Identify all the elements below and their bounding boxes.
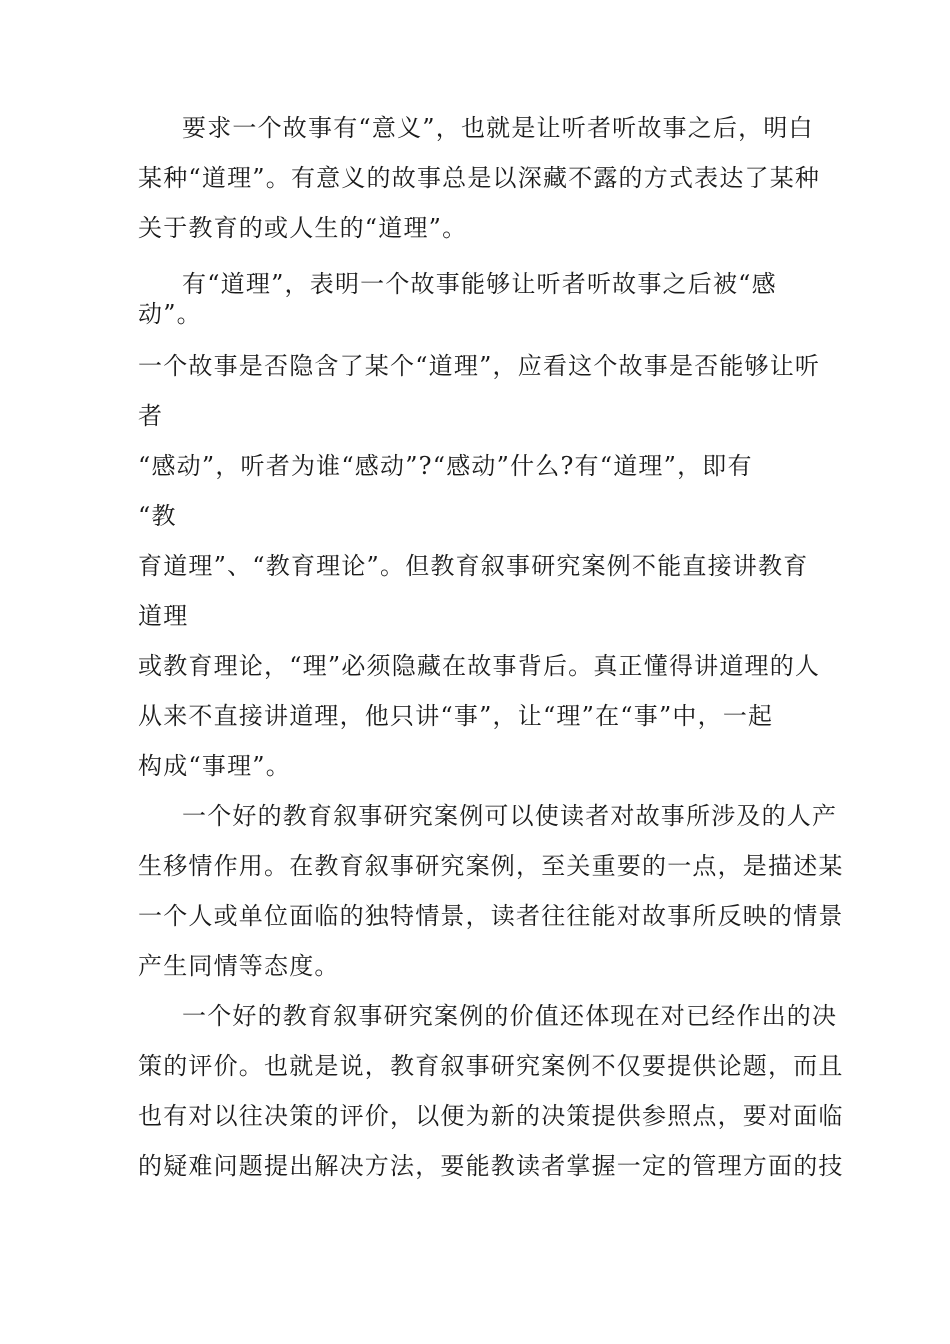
text-line: 育道理”、“教育理论”。但教育叙事研究案例不能直接讲教育 [138,552,809,580]
text-line: 策的评价。也就是说，教育叙事研究案例不仅要提供论题，而且 [138,1052,844,1080]
text-line: “感动”，听者为谁“感动”?“感动”什么?有“道理”，即有 [138,452,753,480]
text-line: 生移情作用。在教育叙事研究案例，至关重要的一点，是描述某 [138,852,844,880]
text-line: 动”。 [138,300,202,328]
text-line: 产生同情等态度。 [138,952,340,980]
text-line: 的疑难问题提出解决方法，要能教读者掌握一定的管理方面的技 [138,1152,844,1180]
text-line: 也有对以往决策的评价，以便为新的决策提供参照点，要对面临 [138,1102,844,1130]
text-line: 从来不直接讲道理，他只讲“事”，让“理”在“事”中，一起 [138,702,774,730]
text-line: 者 [138,402,164,430]
text-line: 构成“事理”。 [138,752,291,780]
text-line: 或教育理论，“理”必须隐藏在故事背后。真正懂得讲道理的人 [138,652,821,680]
text-line: 有“道理”，表明一个故事能够让听者听故事之后被“感 [182,270,777,298]
text-line: “教 [138,502,177,530]
text-line: 某种“道理”。有意义的故事总是以深藏不露的方式表达了某种 [138,164,821,192]
text-line: 道理 [138,602,189,630]
text-line: 一个好的教育叙事研究案例的价值还体现在对已经作出的决 [182,1002,838,1030]
text-line: 关于教育的或人生的“道理”。 [138,214,468,242]
text-line: 一个人或单位面临的独特情景，读者往往能对故事所反映的情景 [138,902,844,930]
text-line: 要求一个故事有“意义”，也就是让听者听故事之后，明白 [182,114,814,142]
text-line: 一个好的教育叙事研究案例可以使读者对故事所涉及的人产 [182,802,838,830]
text-line: 一个故事是否隐含了某个“道理”，应看这个故事是否能够让听 [138,352,821,380]
